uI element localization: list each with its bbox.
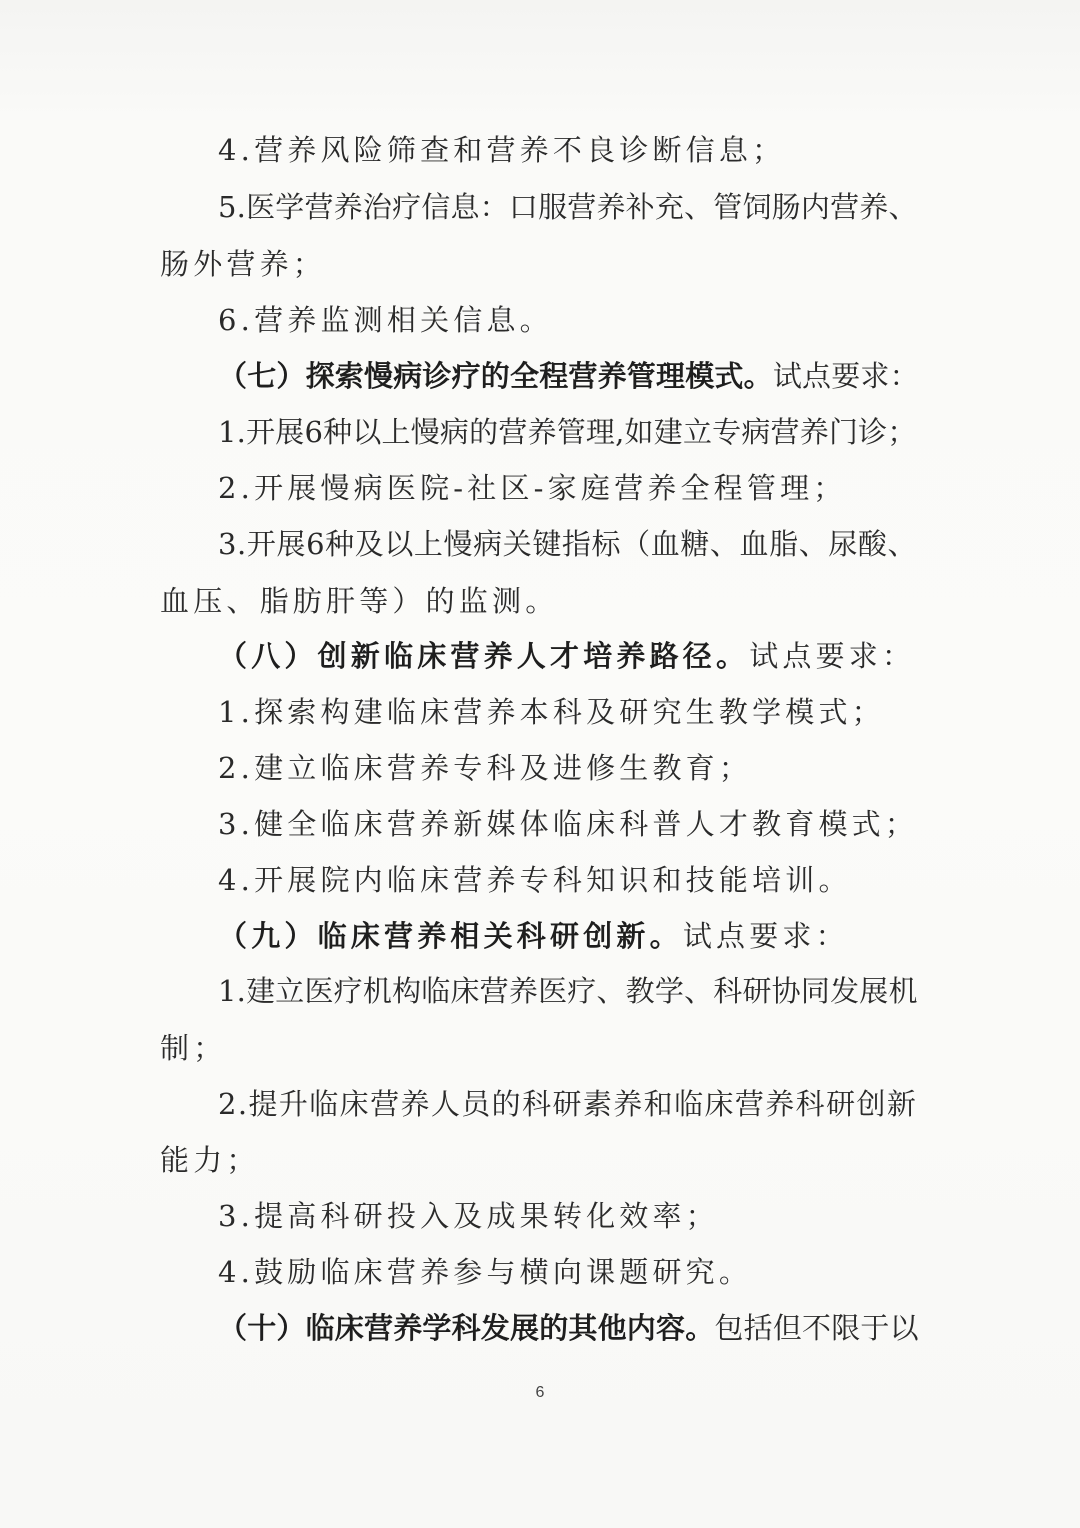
body-line: 2.提升临床营养人员的科研素养和临床营养科研创新	[218, 1087, 918, 1121]
section-heading-line: （七）探索慢病诊疗的全程营养管理模式。试点要求：	[218, 359, 919, 393]
body-line: 4.开展院内临床营养专科知识和技能培训。	[218, 863, 852, 897]
body-line: 1.建立医疗机构临床营养医疗、教学、科研协同发展机	[218, 974, 918, 1008]
body-line: 2.建立临床营养专科及进修生教育；	[218, 751, 753, 785]
page-number: 6	[535, 1384, 545, 1401]
body-line: 3.开展6种及以上慢病关键指标（血糖、血脂、尿酸、	[218, 527, 918, 561]
section-heading: （七）探索慢病诊疗的全程营养管理模式。	[218, 359, 773, 393]
section-heading: （八）创新临床营养人才培养路径。	[218, 639, 750, 673]
body-line: 1.开展6种以上慢病的营养管理,如建立专病营养门诊；	[218, 415, 917, 449]
section-heading-line: （十）临床营养学科发展的其他内容。包括但不限于以	[218, 1311, 919, 1345]
section-heading-line: （九）临床营养相关科研创新。试点要求：	[218, 919, 849, 953]
body-line: 6.营养监测相关信息。	[218, 303, 553, 337]
body-line: 3.提高科研投入及成果转化效率；	[218, 1199, 719, 1233]
body-line: 4.营养风险筛查和营养不良诊断信息；	[218, 133, 786, 167]
body-line: 制；	[160, 1031, 227, 1065]
body-line: 4.鼓励临床营养参与横向课题研究。	[218, 1255, 753, 1289]
body-line: 血压、脂肪肝等）的监测。	[160, 584, 559, 618]
body-line: 能力；	[160, 1143, 260, 1177]
body-line: 5.医学营养治疗信息：口服营养补充、管饲肠内营养、	[218, 190, 918, 224]
body-line: 1.探索构建临床营养本科及研究生教学模式；	[218, 695, 885, 729]
body-line: 肠外营养；	[160, 247, 327, 281]
body-line: 2.开展慢病医院-社区-家庭营养全程管理；	[218, 471, 847, 505]
section-heading-line: （八）创新临床营养人才培养路径。试点要求：	[218, 639, 916, 673]
section-heading: （十）临床营养学科发展的其他内容。	[218, 1311, 715, 1345]
body-line: 3.健全临床营养新媒体临床科普人才教育模式；	[218, 807, 919, 841]
section-heading: （九）临床营养相关科研创新。	[218, 919, 683, 953]
